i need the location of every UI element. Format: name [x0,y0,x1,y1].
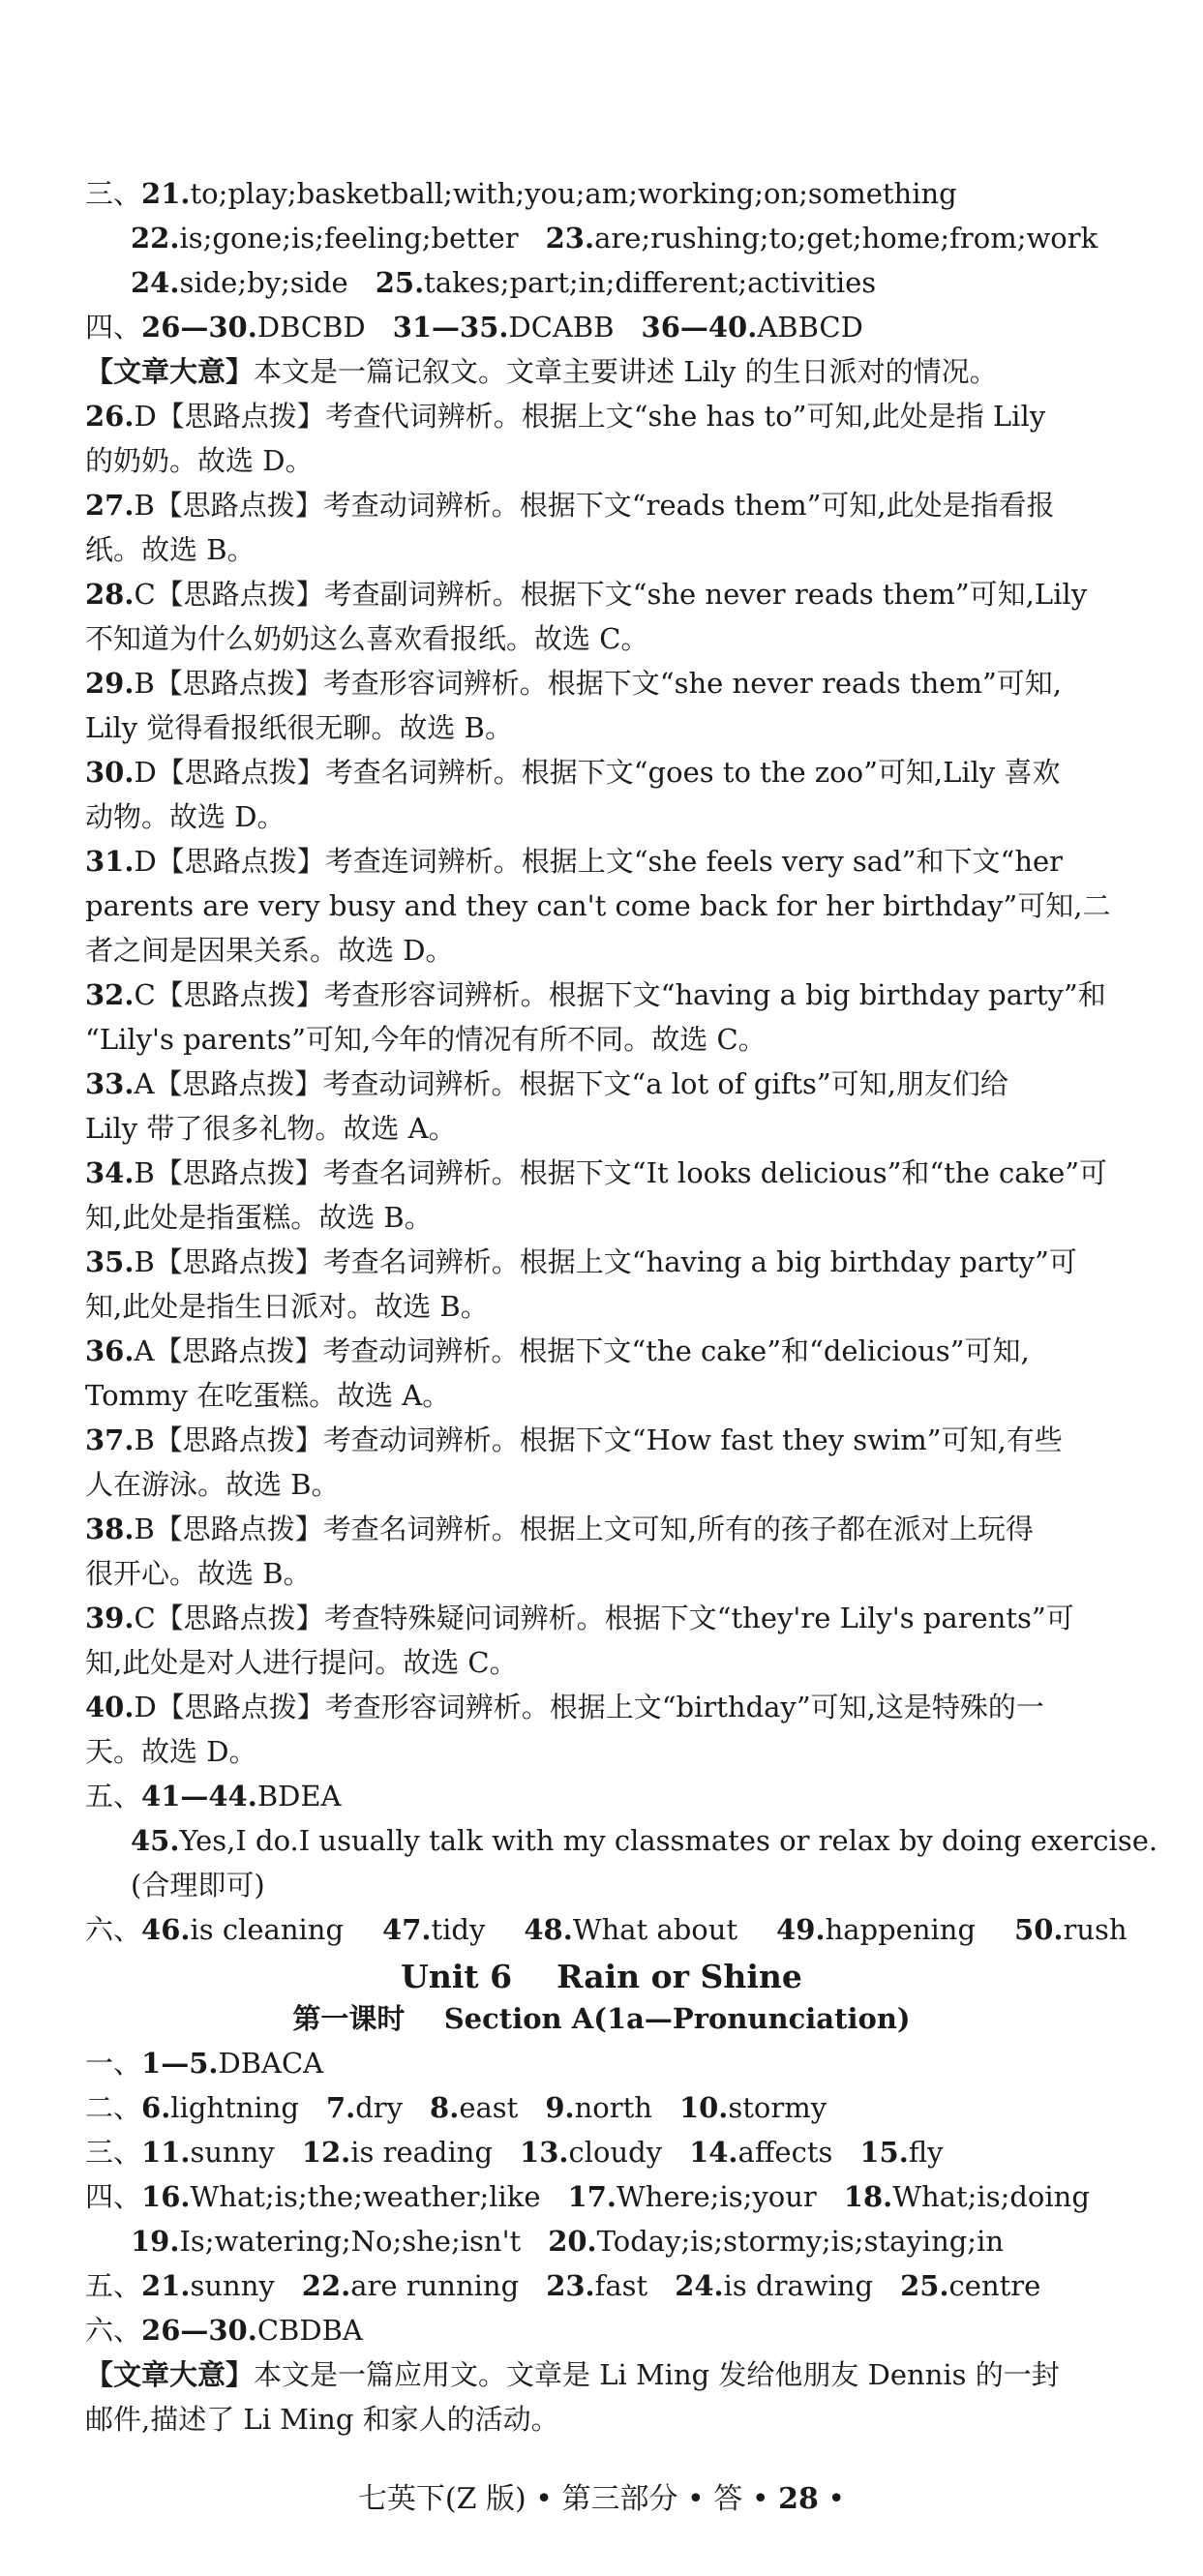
explanation-26-cont: 的奶奶。故选 D。 [85,444,314,477]
section-prefix: 六、 [85,2314,142,2347]
question-number: 32. [85,978,135,1011]
answer-text: fly [908,2136,944,2169]
answer-text: dry [355,2091,404,2124]
answer-text: affects [737,2136,833,2169]
explanation-text: 【思路点拨】考查特殊疑问词辨析。根据下文“they're Lily's parents”可 [155,1602,1074,1634]
answer-letter: B [134,1423,155,1456]
explanation-36 [85,1334,1030,1367]
question-number: 22. [131,222,180,255]
section-prefix: 二、 [85,2091,142,2124]
explanation-text: 【思路点拨】考查形容词辨析。根据上文“birthday”可知,这是特殊的一 [156,1691,1044,1723]
explanation-31-cont2: 者之间是因果关系。故选 D。 [85,934,454,967]
answer-text: sunny [190,2269,275,2302]
explanation-39 [85,1604,1074,1632]
question-number: 39. [85,1602,135,1634]
answer-text: DBACA [218,2047,324,2080]
explanation-27 [85,489,1055,522]
question-number: 9. [545,2091,575,2124]
question-number: 38. [85,1513,135,1545]
answer-text: What;is;the;weather;like [190,2180,541,2213]
answer-text: are;rushing;to;get;home;from;work [594,222,1098,255]
footer-answer: 答 [713,2482,743,2516]
question-number: 45. [131,1824,180,1857]
question-number: 46. [141,1913,191,1946]
question-number: 40. [85,1691,135,1723]
question-number: 49. [776,1913,826,1946]
answer-letter: C [134,978,156,1011]
answer-text: stormy [728,2091,827,2124]
answer-text: centre [948,2269,1041,2302]
explanation-38 [85,1515,1034,1543]
answer-text: are running [350,2269,520,2302]
summary-text: 本文是一篇应用文。文章是 Li Ming 发给他朋友 Dennis 的一封 [254,2358,1060,2391]
explanation-37-cont: 人在游泳。故选 B。 [85,1468,340,1501]
question-number: 21. [141,2269,191,2302]
unit-title: Unit 6 Rain or Shine [401,1958,802,1995]
summary-text: 本文是一篇记叙文。文章主要讲述 Lily 的生日派对的情况。 [254,355,998,388]
answer-text: north [574,2091,652,2124]
explanation-28 [85,578,1088,611]
question-range: 26—30. [141,311,257,344]
question-number: 15. [859,2136,909,2169]
answer-text: east [459,2091,519,2124]
question-number: 11. [141,2136,191,2169]
unit-sec3-answers [85,2136,944,2169]
sec3-line-22-23 [131,222,1098,255]
question-number: 16. [141,2180,191,2213]
question-number: 23. [546,2269,595,2302]
unit-sec5-answers [85,2269,1041,2302]
section-prefix: 六、 [85,1913,142,1946]
sec4-answers [85,311,863,344]
answer-letter: B [134,489,155,522]
sec6-answers [85,1913,1128,1946]
explanation-31 [85,845,1064,878]
explanation-31-cont: parents are very busy and they can't come back for her birthday”可知,二 [85,889,1111,922]
question-number: 35. [85,1245,135,1278]
question-number: 34. [85,1156,135,1189]
question-number: 13. [520,2136,569,2169]
question-range: 41—44. [141,1780,257,1812]
section-prefix: 一、 [85,2047,142,2080]
explanation-34 [85,1156,1108,1189]
explanation-40 [85,1693,1044,1722]
question-number: 25. [900,2269,949,2302]
summary-tag: 【文章大意】 [85,2358,255,2391]
answer-text: is drawing [723,2269,874,2302]
explanation-34-cont: 知,此处是指蛋糕。故选 B。 [85,1201,433,1234]
explanation-text: 【思路点拨】考查代词辨析。根据上文“she has to”可知,此处是指 Lily [156,400,1046,433]
explanation-33 [85,1067,1008,1100]
unit-sec2-answers [85,2091,827,2124]
explanation-text: 【思路点拨】考查名词辨析。根据下文“goes to the zoo”可知,Lily 喜欢 [156,756,1061,789]
question-range: 1—5. [141,2047,219,2080]
answer-letter: C [134,578,156,611]
explanation-text: 【思路点拨】考查动词辨析。根据下文“a lot of gifts”可知,朋友们给 [154,1067,1008,1100]
question-number: 26. [85,400,135,433]
footer-dot: • [742,2482,779,2516]
answer-text: fast [594,2269,648,2302]
explanation-37 [85,1423,1063,1456]
explanation-40-cont: 天。故选 D。 [85,1735,257,1768]
question-number: 22. [301,2269,351,2302]
explanation-32-cont: “Lily's parents”可知,今年的情况有所不同。故选 C。 [85,1023,767,1056]
explanation-text: 【思路点拨】考查名词辨析。根据上文可知,所有的孩子都在派对上玩得 [154,1513,1034,1545]
explanation-30-cont: 动物。故选 D。 [85,800,286,833]
explanation-text: 【思路点拨】考查名词辨析。根据下文“It looks delicious”和“the cake”可 [154,1156,1108,1189]
section-prefix: 五、 [85,2269,142,2302]
question-number: 50. [1014,1913,1064,1946]
answer-letter: D [134,845,157,878]
answer-text: BDEA [256,1780,342,1812]
question-number: 14. [689,2136,738,2169]
answer-text: What about [572,1913,738,1946]
explanation-27-cont: 纸。故选 B。 [85,533,256,566]
sec5-note: (合理即可) [131,1869,265,1902]
answer-text: happening [825,1913,977,1946]
question-number: 29. [85,667,135,700]
answer-letter: B [134,1513,155,1545]
explanation-28-cont: 不知道为什么奶奶这么喜欢看报纸。故选 C。 [85,622,649,655]
explanation-text: 【思路点拨】考查名词辨析。根据上文“having a big birthday party”可 [154,1245,1077,1278]
question-number: 27. [85,489,135,522]
question-number: 28. [85,578,135,611]
question-number: 24. [131,266,180,299]
question-number: 8. [430,2091,460,2124]
question-number: 31. [85,845,135,878]
answer-text: Where;is;your [617,2180,817,2213]
question-number: 12. [301,2136,351,2169]
explanation-29-cont: Lily 觉得看报纸很无聊。故选 B。 [85,711,513,744]
question-number: 21. [141,177,191,210]
question-range: 36—40. [641,311,758,344]
question-number: 23. [545,222,595,255]
answer-letter: B [134,1156,155,1189]
explanation-35 [85,1245,1077,1278]
sec5-answer-45 [131,1824,1158,1857]
unit-sec6-answers [85,2314,363,2347]
question-number: 7. [325,2091,356,2124]
answer-text: ABBCD [757,311,863,344]
question-number: 24. [675,2269,724,2302]
question-number: 37. [85,1423,135,1456]
answer-letter: D [134,400,157,433]
unit-sec4-answers [85,2180,1090,2213]
summary-tag: 【文章大意】 [85,355,255,388]
answer-letter: B [134,1245,155,1278]
question-range: 26—30. [141,2314,257,2347]
explanation-29 [85,667,1063,700]
question-number: 6. [141,2091,171,2124]
answer-text: sunny [190,2136,275,2169]
answer-text: CBDBA [256,2314,363,2347]
explanation-35-cont: 知,此处是指生日派对。故选 B。 [85,1290,489,1323]
explanation-text: 【思路点拨】考查动词辨析。根据下文“How fast they swim”可知,有些 [154,1423,1063,1456]
footer-dot: • [677,2482,714,2516]
answer-letter: B [134,667,155,700]
answer-letter: A [134,1334,155,1367]
section-prefix: 三、 [85,177,142,210]
explanation-text: 【思路点拨】考查形容词辨析。根据下文“having a big birthday party”和 [155,978,1106,1011]
answer-text: to;play;basketball;with;you;am;working;on;something [190,177,957,210]
answer-text: rush [1063,1913,1128,1946]
answer-letter: D [134,1691,157,1723]
lesson-title: 第一课时 Section A(1a—Pronunciation) [292,2002,911,2035]
section-prefix: 三、 [85,2136,142,2169]
article-summary-unit [85,2358,1060,2391]
sec5-answers [85,1782,342,1811]
question-number: 18. [843,2180,893,2213]
page-number: 28 [778,2482,819,2516]
question-number: 17. [567,2180,617,2213]
question-number: 36. [85,1334,135,1367]
question-number: 25. [375,266,425,299]
answer-text: is;gone;is;feeling;better [179,222,519,255]
answer-letter: D [134,756,157,789]
explanation-32 [85,978,1106,1011]
footer-dot: • [818,2482,846,2516]
explanation-36-cont: Tommy 在吃蛋糕。故选 A。 [85,1379,451,1412]
answer-text: DCABB [508,311,615,344]
answer-text: cloudy [568,2136,663,2169]
article-summary-unit-cont: 邮件,描述了 Li Ming 和家人的活动。 [85,2403,559,2436]
answer-text: What;is;doing [892,2180,1090,2213]
question-number: 33. [85,1067,135,1100]
explanation-38-cont: 很开心。故选 B。 [85,1557,312,1590]
answer-text: side;by;side [179,266,348,299]
section-prefix: 五、 [85,1780,142,1812]
explanation-text: 【思路点拨】考查动词辨析。根据下文“reads them”可知,此处是指看报 [154,489,1055,522]
answer-text: lightning [170,2091,299,2124]
explanation-text: 【思路点拨】考查动词辨析。根据下文“the cake”和“delicious”可知, [154,1334,1030,1367]
section-prefix: 四、 [85,2180,142,2213]
explanation-text: 【思路点拨】考查形容词辨析。根据下文“she never reads them”可知, [154,667,1063,700]
explanation-30 [85,756,1061,789]
page-footer [0,2482,1203,2516]
explanation-33-cont: Lily 带了很多礼物。故选 A。 [85,1112,457,1145]
answer-letter: A [134,1067,155,1100]
question-number: 19. [131,2225,180,2258]
answer-text: Today;is;stormy;is;staying;in [596,2225,1005,2258]
section-prefix: 四、 [85,311,142,344]
footer-book: 七英下(Z 版) [357,2482,526,2516]
answer-text: is cleaning [190,1913,345,1946]
answer-text: is reading [350,2136,494,2169]
answer-text: tidy [431,1913,486,1946]
footer-dot: • [526,2482,562,2516]
footer-part: 第三部分 [561,2482,678,2516]
question-range: 31—35. [392,311,509,344]
explanation-26 [85,400,1046,433]
question-number: 30. [85,756,135,789]
sec3-line-21 [85,177,957,210]
answer-text: Is;watering;No;she;isn't [179,2225,522,2258]
explanation-text: 【思路点拨】考查连词辨析。根据上文“she feels very sad”和下文“her [156,845,1064,878]
question-number: 48. [524,1913,573,1946]
article-summary [85,355,998,388]
question-number: 10. [678,2091,729,2124]
question-number: 47. [382,1913,432,1946]
explanation-text: 【思路点拨】考查副词辨析。根据下文“she never reads them”可知,Lily [155,578,1088,611]
unit-sec1-answers [85,2047,324,2080]
sec3-line-24-25 [131,266,877,299]
answer-text: takes;part;in;different;activities [424,266,877,299]
answer-letter: C [134,1602,156,1634]
question-number: 20. [548,2225,597,2258]
answer-text: DBCBD [256,311,366,344]
unit-sec4-answers-cont [131,2225,1005,2258]
explanation-39-cont: 知,此处是对人进行提问。故选 C。 [85,1646,518,1679]
answer-text: Yes,I do.I usually talk with my classmates or relax by doing exercise. [179,1824,1158,1857]
